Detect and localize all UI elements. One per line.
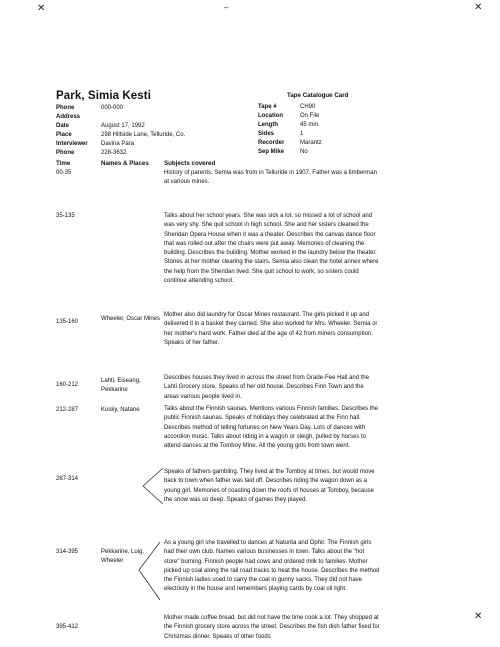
row-names: Kosky, Natane (101, 407, 140, 413)
field-value: Marantz (300, 140, 322, 146)
scan-mark: ✕ (474, 611, 483, 622)
column-header-time: Time (56, 160, 71, 167)
field-label: Address (56, 114, 81, 120)
row-subjects: Talks about the Finnish saunas. Mentions various Finnish families. Describes the public Finnish saunas. Speaks of holidays they celebrated at the Finn hall. Describes method of telling fortunes on New Years Day. Lots of dances with accordion music. Talks about riding in a wagon or sleigh, pulled by horses to attend dances at the Tomboy Mine. All the young girls from town went. (164, 406, 379, 450)
row-time: 35-135 (56, 213, 75, 219)
row-subjects: Describes houses they lived in across the street from Grade-Fee Hall and the Lahti Grocery store. Speaks of her old house. Describes Finn Town and the areas various people lived in. (164, 375, 370, 400)
column-header-subjects: Subjects covered (164, 160, 216, 167)
field-label: Location (258, 113, 283, 119)
row-subjects: History of parents. Semia was from in Telluride in 1907. Father was a timberman at various mines. (164, 170, 377, 186)
row-names: Pekkarine, Luig, Wheeler (101, 549, 145, 564)
field-value: 228-3632 (101, 150, 127, 156)
field-value: 1 (300, 131, 304, 137)
field-label: Recorder (258, 140, 285, 146)
handwritten-bracket (134, 540, 164, 602)
row-subjects: Mother also did laundry for Oscar Mines restaurant. The girls picked it up and delivered it in a basket they carried. She also worked for Mrs. Wheeler. Semia or her mother's hard work. Father died at the age of 42 from miners consumption. Speaks of her father. (164, 312, 378, 346)
row-time: 135-160 (56, 319, 79, 325)
column-header-names: Names & Places (101, 160, 149, 167)
field-label: Length (258, 122, 278, 128)
scan-mark: – (224, 3, 229, 12)
row-subjects: Speaks of fathers gambling. They lived at the Tomboy at times, but would move back to town when father was laid off. Describes riding the wagon down as a young girl. Memories of coasting down the roofs of houses at Tomboy, because the snow was so deep. Speaks of games they played. (164, 469, 375, 503)
row-time: 287-314 (56, 476, 79, 482)
row-time: 160-212 (56, 382, 79, 388)
document-title: Park, Simia Kesti (56, 90, 152, 102)
field-value: 298 Hillside Lane, Telluride, Co. (101, 132, 186, 138)
field-value: 45 min. (300, 122, 320, 128)
row-subjects: Mother made coffee bread, but did not have the time cook a lot. They shopped at the Finnish grocery store across the street. Describes the fish dish father fixed for Christmas dinner. Speaks of other foods (164, 615, 380, 640)
field-label: Place (56, 132, 72, 138)
field-label: Tape # (258, 104, 277, 110)
field-value: Davina Para (101, 141, 135, 147)
field-value: CH90 (300, 104, 316, 110)
field-value: On File (300, 113, 320, 119)
scan-mark: ✕ (474, 2, 483, 13)
field-label: Interviewer (56, 141, 88, 147)
field-value: August 17, 1992 (101, 123, 145, 129)
scan-mark: ✕ (37, 3, 46, 14)
field-label: Date (56, 123, 70, 129)
field-label: Sides (258, 131, 275, 137)
row-time: 00-35 (56, 170, 72, 176)
row-subjects: As a young girl she travelled to dances at Naturita and Ophir. The Finnish girls had their own club. Names various businesses in town. Talks about the "hot store" burning. Finnish people had cows and ordered milk to families. Mother picked up coal along the rail road tracks to heat the house. Describes the method the Finnish ladies used to carry the coal in gunny sacks. They did not have electricity in the house and remembers playing cards by coal oil light. (164, 540, 380, 593)
row-time: 212-287 (56, 407, 79, 413)
field-label: Phone (56, 150, 75, 156)
row-names: Wheeler, Oscar Mines (101, 316, 161, 322)
row-time: 314-395 (56, 549, 79, 555)
handwritten-bracket (137, 466, 167, 506)
row-subjects: Talks about her school years. She was sick a lot, so missed a lot of school and was very shy. She quit school in high school. She and her sisters cleaned the Sheridan Opera House when it was a theater. Describes the canvas dance floor that was rolled out after the chairs were put away. Memories of cleaning the building. Describes the building. Mother worked in the laundry below the theater. Stones at her mother clearing the stairs. Semia also clean the hotel annex where the help from the Sheridan lived. She quit school to work, so sisters could continue attending school. (164, 213, 379, 285)
card-title: Tape Catalogue Card (287, 92, 349, 99)
field-value: 000-000 (101, 105, 124, 111)
row-time: 395-412 (56, 624, 79, 630)
field-label: Sep Mike (258, 149, 285, 155)
row-names: Lahti, Eiseang, Pekkarine (101, 378, 141, 393)
field-value: No (300, 149, 308, 155)
field-label: Phone (56, 105, 75, 111)
